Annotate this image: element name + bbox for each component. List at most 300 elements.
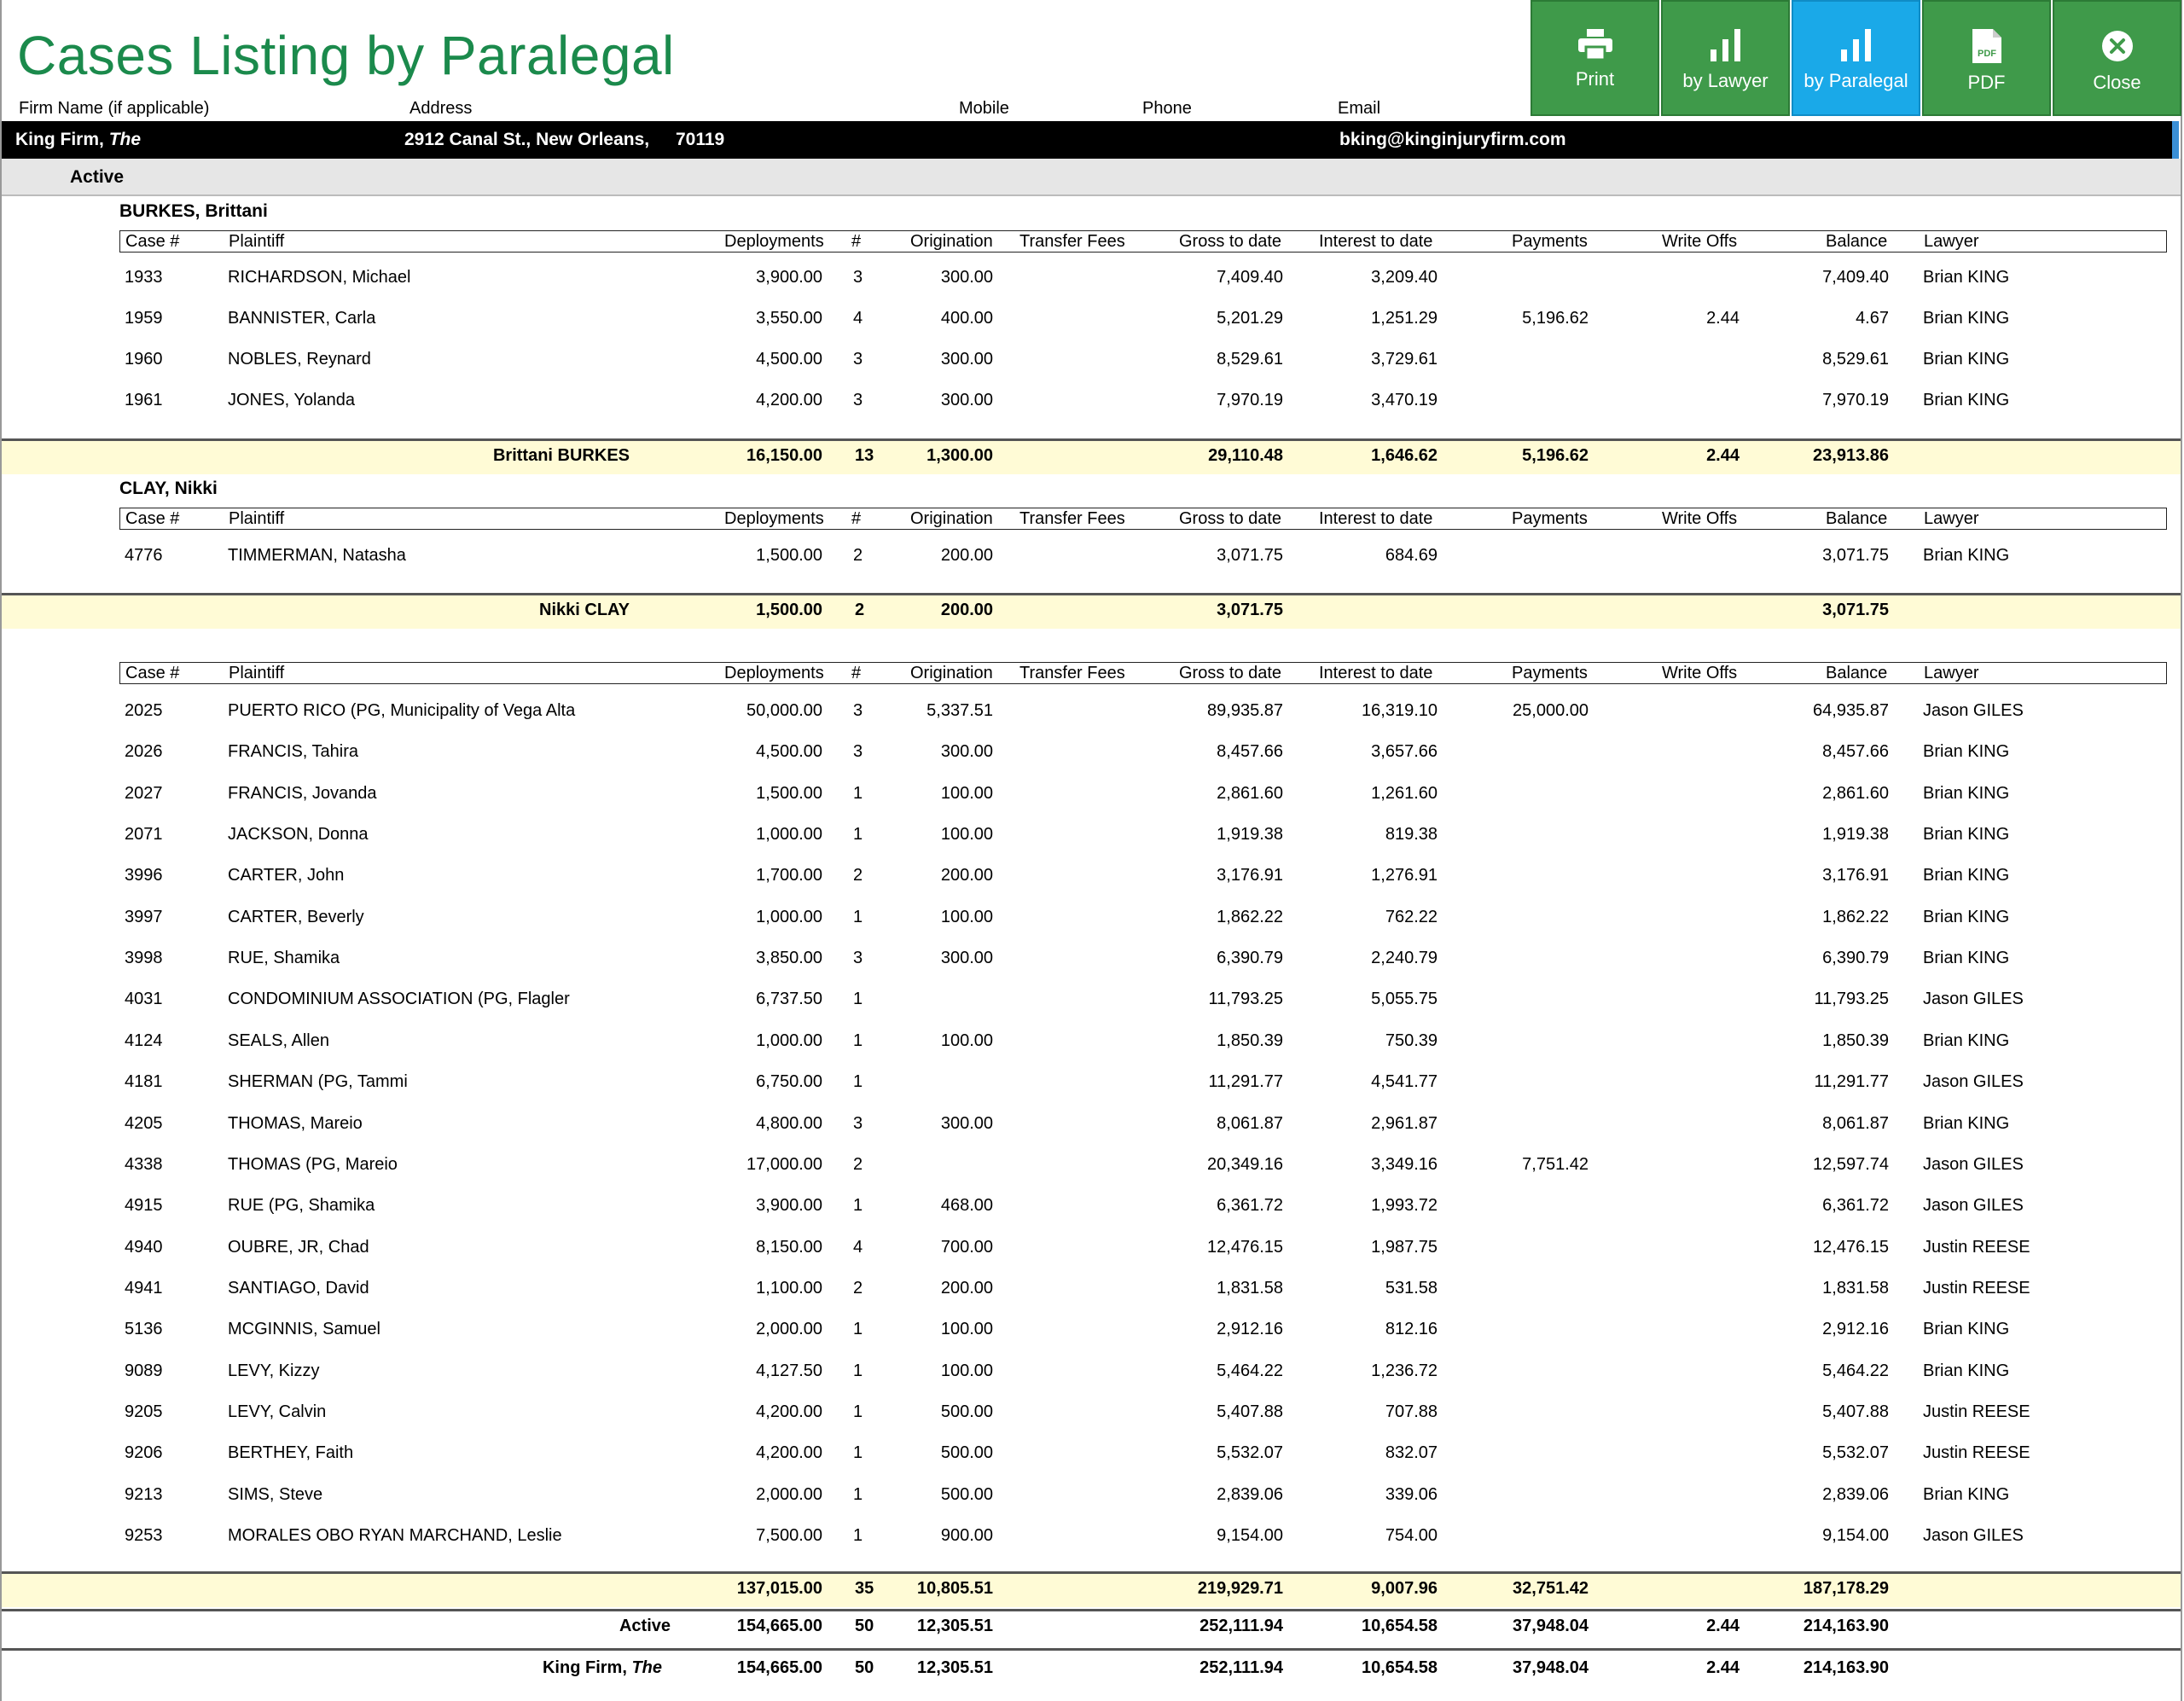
interest-value: 750.39 — [1385, 1030, 1438, 1050]
case-number: 3996 — [125, 866, 163, 885]
gross-value: 1,850.39 — [1217, 1030, 1283, 1050]
origination-value: 100.00 — [940, 1320, 993, 1339]
lawyer-name: Brian KING — [1923, 350, 2010, 369]
deployments-value: 6,750.00 — [756, 1072, 822, 1092]
case-number: 4915 — [125, 1196, 163, 1216]
table-row[interactable] — [0, 1072, 2181, 1106]
pdf-label: PDF — [1967, 72, 2006, 93]
subtotal-payments: 32,751.42 — [1513, 1579, 1589, 1598]
case-number: 9206 — [125, 1443, 163, 1463]
count-value: 1 — [853, 1361, 863, 1380]
table-row[interactable] — [0, 784, 2181, 818]
subtotal-count: 35 — [855, 1579, 874, 1598]
interest-value: 16,319.10 — [1362, 701, 1438, 720]
lawyer-name: Brian KING — [1923, 1361, 2010, 1380]
subtotal-balance: 23,913.86 — [1813, 446, 1889, 465]
deployments-value: 1,500.00 — [756, 546, 822, 565]
deployments-value: 6,737.50 — [756, 990, 822, 1009]
interest-value: 1,993.72 — [1371, 1196, 1438, 1216]
balance-value: 11,793.25 — [1814, 990, 1889, 1009]
column-header-deployments: Deployments — [724, 509, 824, 528]
lawyer-name: Brian KING — [1923, 1113, 2010, 1133]
deployments-value: 1,000.00 — [756, 907, 822, 926]
deployments-value: 1,700.00 — [756, 866, 822, 885]
mobile-label: Mobile — [959, 99, 1009, 118]
lawyer-name: Brian KING — [1923, 783, 2010, 803]
origination-value: 500.00 — [940, 1484, 993, 1504]
active-total-gross: 252,111.94 — [1199, 1617, 1283, 1635]
column-header-transfer: Transfer Fees — [1019, 664, 1125, 682]
gross-value: 5,464.22 — [1217, 1361, 1283, 1380]
origination-value: 300.00 — [940, 268, 993, 287]
gross-value: 8,457.66 — [1217, 742, 1283, 762]
case-number: 9213 — [125, 1484, 163, 1504]
payments-value: 7,751.42 — [1522, 1154, 1589, 1174]
table-row[interactable] — [0, 1526, 2181, 1560]
column-header-origination: Origination — [910, 664, 993, 682]
plaintiff-name: SEALS, Allen — [228, 1030, 329, 1050]
plaintiff-name: CARTER, Beverly — [228, 907, 364, 926]
count-value: 1 — [853, 1402, 863, 1421]
balance-value: 8,529.61 — [1822, 350, 1889, 369]
balance-value: 7,970.19 — [1822, 391, 1889, 409]
lawyer-name: Jason GILES — [1923, 1154, 2024, 1174]
origination-value: 200.00 — [940, 546, 993, 565]
firm-name: King Firm, The — [15, 130, 142, 149]
by-paralegal-label: by Paralegal — [1804, 70, 1908, 91]
column-header-plaintiff: Plaintiff — [229, 232, 285, 251]
address-label: Address — [410, 99, 473, 118]
lawyer-name: Jason GILES — [1923, 1526, 2024, 1545]
column-header-balance: Balance — [1826, 664, 1888, 682]
table-row[interactable] — [0, 701, 2181, 735]
column-header-lawyer: Lawyer — [1924, 232, 1979, 251]
plaintiff-name: TIMMERMAN, Natasha — [228, 546, 406, 565]
subtotal-gross: 3,071.75 — [1217, 601, 1283, 619]
print-label: Print — [1575, 68, 1615, 90]
balance-value: 8,457.66 — [1822, 742, 1889, 762]
firm-total-origination: 12,305.51 — [917, 1658, 993, 1677]
origination-value: 500.00 — [940, 1402, 993, 1421]
plaintiff-name: RICHARDSON, Michael — [228, 268, 411, 287]
plaintiff-name: CONDOMINIUM ASSOCIATION (PG, Flagler — [228, 990, 570, 1009]
balance-value: 2,912.16 — [1822, 1320, 1889, 1339]
table-row[interactable] — [0, 546, 2181, 580]
balance-value: 12,476.15 — [1813, 1237, 1889, 1257]
lawyer-name: Justin REESE — [1923, 1402, 2030, 1421]
active-total-count: 50 — [855, 1617, 874, 1635]
pdf-button[interactable] — [1922, 0, 2051, 116]
lawyer-name: Jason GILES — [1923, 1196, 2024, 1216]
column-header-plaintiff: Plaintiff — [229, 664, 285, 682]
interest-value: 707.88 — [1385, 1402, 1438, 1421]
column-header-origination: Origination — [910, 509, 993, 528]
gross-value: 12,476.15 — [1207, 1237, 1283, 1257]
printer-icon — [1578, 29, 1612, 60]
active-total-write-offs: 2.44 — [1706, 1617, 1740, 1635]
plaintiff-name: FRANCIS, Jovanda — [228, 783, 377, 803]
phone-label: Phone — [1142, 99, 1192, 118]
print-button[interactable] — [1531, 0, 1659, 116]
count-value: 1 — [853, 907, 863, 926]
table-row[interactable] — [0, 1443, 2181, 1477]
subtotal-row — [2, 438, 2181, 474]
firm-total-payments: 37,948.04 — [1513, 1658, 1589, 1677]
origination-value: 300.00 — [940, 350, 993, 369]
gross-value: 1,919.38 — [1217, 825, 1283, 845]
table-row[interactable] — [0, 268, 2181, 302]
column-header-interest: Interest to date — [1319, 232, 1433, 251]
deployments-value: 4,200.00 — [756, 391, 822, 409]
balance-value: 5,532.07 — [1822, 1443, 1889, 1463]
plaintiff-name: OUBRE, JR, Chad — [228, 1237, 369, 1257]
lawyer-name: Brian KING — [1923, 1030, 2010, 1050]
balance-value: 2,839.06 — [1822, 1484, 1889, 1504]
interest-value: 1,261.60 — [1371, 783, 1438, 803]
case-number: 4940 — [125, 1237, 163, 1257]
column-header-row — [119, 230, 2167, 253]
count-value: 1 — [853, 1072, 863, 1092]
active-total-origination: 12,305.51 — [917, 1617, 993, 1635]
deployments-value: 4,500.00 — [756, 350, 822, 369]
subtotal-label: Nikki CLAY — [539, 601, 630, 619]
paralegal-group-title: BURKES, Brittani — [119, 201, 268, 221]
interest-value: 3,470.19 — [1371, 391, 1438, 409]
column-header-interest: Interest to date — [1319, 509, 1433, 528]
lawyer-name: Brian KING — [1923, 949, 2010, 968]
status-label: Active — [70, 167, 125, 187]
balance-value: 1,919.38 — [1822, 825, 1889, 845]
plaintiff-name: THOMAS (PG, Mareio — [228, 1154, 398, 1174]
table-row[interactable] — [0, 1238, 2181, 1272]
column-header-deployments: Deployments — [724, 232, 824, 251]
column-header-plaintiff: Plaintiff — [229, 509, 285, 528]
table-row[interactable] — [0, 908, 2181, 942]
gross-value: 2,912.16 — [1217, 1320, 1283, 1339]
table-row[interactable] — [0, 391, 2181, 425]
deployments-value: 1,000.00 — [756, 825, 822, 845]
close-icon — [2100, 29, 2135, 63]
deployments-value: 4,200.00 — [756, 1402, 822, 1421]
page-title: Cases Listing by Paralegal — [17, 25, 675, 86]
close-button[interactable] — [2053, 0, 2181, 116]
count-value: 3 — [853, 268, 863, 287]
firm-address: 2912 Canal St., New Orleans, — [404, 130, 650, 149]
payments-value: 5,196.62 — [1522, 309, 1589, 328]
plaintiff-name: FRANCIS, Tahira — [228, 742, 359, 762]
origination-value: 400.00 — [940, 309, 993, 328]
lawyer-name: Brian KING — [1923, 825, 2010, 845]
column-header-payments: Payments — [1512, 509, 1588, 528]
count-value: 1 — [853, 825, 863, 845]
origination-value: 100.00 — [940, 1030, 993, 1050]
gross-value: 5,201.29 — [1217, 309, 1283, 328]
lawyer-name: Brian KING — [1923, 907, 2010, 926]
case-number: 5136 — [125, 1320, 163, 1339]
interest-value: 2,961.87 — [1371, 1113, 1438, 1133]
subtotal-gross: 219,929.71 — [1197, 1579, 1283, 1598]
case-number: 4776 — [125, 546, 163, 565]
table-row[interactable] — [0, 309, 2181, 343]
email-label: Email — [1338, 99, 1381, 118]
gross-value: 6,390.79 — [1217, 949, 1283, 968]
count-value: 1 — [853, 1443, 863, 1463]
table-row[interactable] — [0, 1031, 2181, 1065]
count-value: 4 — [853, 309, 863, 328]
svg-text:PDF: PDF — [1977, 49, 1996, 59]
deployments-value: 3,900.00 — [756, 268, 822, 287]
gross-value: 9,154.00 — [1217, 1526, 1283, 1545]
gross-value: 89,935.87 — [1207, 701, 1283, 720]
column-header-row — [119, 508, 2167, 530]
plaintiff-name: SIMS, Steve — [228, 1484, 323, 1504]
balance-value: 8,061.87 — [1822, 1113, 1889, 1133]
column-header-gross: Gross to date — [1179, 509, 1282, 528]
case-number: 3998 — [125, 949, 163, 968]
gross-value: 3,176.91 — [1217, 866, 1283, 885]
count-value: 1 — [853, 990, 863, 1009]
interest-value: 819.38 — [1385, 825, 1438, 845]
gross-value: 2,861.60 — [1217, 783, 1283, 803]
plaintiff-name: SANTIAGO, David — [228, 1278, 369, 1298]
active-total-balance: 214,163.90 — [1803, 1617, 1889, 1635]
column-header-writeoffs: Write Offs — [1662, 664, 1738, 682]
plaintiff-name: NOBLES, Reynard — [228, 350, 371, 369]
active-total-payments: 37,948.04 — [1513, 1617, 1589, 1635]
gross-value: 2,839.06 — [1217, 1484, 1283, 1504]
table-row[interactable] — [0, 1402, 2181, 1437]
balance-value: 11,291.77 — [1814, 1072, 1889, 1092]
interest-value: 3,729.61 — [1371, 350, 1438, 369]
plaintiff-name: LEVY, Kizzy — [228, 1361, 320, 1380]
by-paralegal-button[interactable] — [1792, 0, 1920, 116]
deployments-value: 3,850.00 — [756, 949, 822, 968]
table-row[interactable] — [0, 1320, 2181, 1354]
gross-value: 8,061.87 — [1217, 1113, 1283, 1133]
plaintiff-name: MORALES OBO RYAN MARCHAND, Leslie — [228, 1526, 562, 1545]
active-total-interest: 10,654.58 — [1362, 1617, 1438, 1635]
gross-value: 1,831.58 — [1217, 1278, 1283, 1298]
lawyer-name: Brian KING — [1923, 742, 2010, 762]
lawyer-name: Justin REESE — [1923, 1278, 2030, 1298]
table-row[interactable] — [0, 742, 2181, 776]
subtotal-origination: 200.00 — [940, 601, 993, 619]
gross-value: 8,529.61 — [1217, 350, 1283, 369]
gross-value: 20,349.16 — [1207, 1154, 1283, 1174]
firm-total-count: 50 — [855, 1658, 874, 1677]
lawyer-name: Justin REESE — [1923, 1443, 2030, 1463]
column-header-lawyer: Lawyer — [1924, 509, 1979, 528]
pdf-file-icon — [1972, 29, 2001, 63]
interest-value: 832.07 — [1385, 1443, 1438, 1463]
by-lawyer-button[interactable] — [1661, 0, 1790, 116]
column-header-writeoffs: Write Offs — [1662, 232, 1738, 251]
deployments-value: 7,500.00 — [756, 1526, 822, 1545]
lawyer-name: Brian KING — [1923, 309, 2010, 328]
column-header-balance: Balance — [1826, 232, 1888, 251]
table-row[interactable] — [0, 1361, 2181, 1396]
deployments-value: 3,550.00 — [756, 309, 822, 328]
table-row[interactable] — [0, 1114, 2181, 1148]
lawyer-name: Jason GILES — [1923, 1072, 2024, 1092]
plaintiff-name: RUE (PG, Shamika — [228, 1196, 375, 1216]
balance-value: 12,597.74 — [1813, 1154, 1889, 1174]
table-row[interactable] — [0, 990, 2181, 1024]
plaintiff-name: BERTHEY, Faith — [228, 1443, 354, 1463]
column-header-payments: Payments — [1512, 664, 1588, 682]
subtotal-count: 13 — [855, 446, 874, 465]
table-row[interactable] — [0, 866, 2181, 900]
payments-value: 25,000.00 — [1513, 701, 1589, 720]
case-number: 2025 — [125, 701, 163, 720]
count-value: 3 — [853, 350, 863, 369]
column-header-origination: Origination — [910, 232, 993, 251]
balance-value: 3,071.75 — [1822, 546, 1889, 565]
origination-value: 100.00 — [940, 1361, 993, 1380]
origination-value: 5,337.51 — [926, 701, 993, 720]
count-value: 3 — [853, 701, 863, 720]
subtotal-balance: 187,178.29 — [1803, 1579, 1889, 1598]
balance-value: 1,831.58 — [1822, 1278, 1889, 1298]
column-header-deployments: Deployments — [724, 664, 824, 682]
case-number: 2071 — [125, 825, 163, 845]
gross-value: 3,071.75 — [1217, 546, 1283, 565]
firm-total-row — [2, 1648, 2181, 1696]
case-number: 1960 — [125, 350, 163, 369]
firm-zip: 70119 — [676, 130, 725, 149]
close-label: Close — [2093, 72, 2141, 93]
subtotal-interest: 9,007.96 — [1371, 1579, 1438, 1598]
column-header-writeoffs: Write Offs — [1662, 509, 1738, 528]
deployments-value: 4,127.50 — [756, 1361, 822, 1380]
table-row[interactable] — [0, 825, 2181, 859]
interest-value: 1,987.75 — [1371, 1237, 1438, 1257]
lawyer-name: Jason GILES — [1923, 701, 2024, 720]
table-row[interactable] — [0, 1279, 2181, 1313]
gross-value: 5,532.07 — [1217, 1443, 1283, 1463]
plaintiff-name: RUE, Shamika — [228, 949, 340, 968]
origination-value: 200.00 — [940, 1278, 993, 1298]
subtotal-deployments: 1,500.00 — [756, 601, 822, 619]
case-number: 4941 — [125, 1278, 163, 1298]
subtotal-origination: 10,805.51 — [917, 1579, 993, 1598]
paralegal-group-title: CLAY, Nikki — [119, 479, 218, 498]
gross-value: 7,970.19 — [1217, 391, 1283, 409]
interest-value: 1,276.91 — [1371, 866, 1438, 885]
subtotal-origination: 1,300.00 — [926, 446, 993, 465]
case-number: 9089 — [125, 1361, 163, 1380]
plaintiff-name: JACKSON, Donna — [228, 825, 369, 845]
deployments-value: 17,000.00 — [746, 1154, 822, 1174]
table-row[interactable] — [0, 1196, 2181, 1230]
lawyer-name: Justin REESE — [1923, 1237, 2030, 1257]
case-number: 4031 — [125, 990, 163, 1009]
origination-value: 200.00 — [940, 866, 993, 885]
subtotal-deployments: 137,015.00 — [736, 1579, 822, 1598]
interest-value: 762.22 — [1385, 907, 1438, 926]
case-number: 2027 — [125, 783, 163, 803]
interest-value: 684.69 — [1385, 546, 1438, 565]
plaintiff-name: LEVY, Calvin — [228, 1402, 327, 1421]
lawyer-name: Brian KING — [1923, 391, 2010, 409]
table-row[interactable] — [0, 949, 2181, 983]
column-header-case: Case # — [125, 232, 180, 251]
lawyer-name: Brian KING — [1923, 1320, 2010, 1339]
subtotal-gross: 29,110.48 — [1208, 446, 1283, 465]
origination-value: 500.00 — [940, 1443, 993, 1463]
interest-value: 1,236.72 — [1371, 1361, 1438, 1380]
count-value: 1 — [853, 1526, 863, 1545]
table-row[interactable] — [0, 350, 2181, 384]
column-header-case: Case # — [125, 664, 180, 682]
column-header-row — [119, 662, 2167, 684]
origination-value: 100.00 — [940, 783, 993, 803]
interest-value: 2,240.79 — [1371, 949, 1438, 968]
plaintiff-name: CARTER, John — [228, 866, 345, 885]
column-header-case: Case # — [125, 509, 180, 528]
origination-value: 900.00 — [940, 1526, 993, 1545]
balance-value: 5,407.88 — [1822, 1402, 1889, 1421]
interest-value: 3,657.66 — [1371, 742, 1438, 762]
gross-value: 7,409.40 — [1217, 268, 1283, 287]
count-value: 3 — [853, 391, 863, 409]
interest-value: 1,251.29 — [1371, 309, 1438, 328]
write-offs-value: 2.44 — [1706, 309, 1740, 328]
balance-value: 6,361.72 — [1822, 1196, 1889, 1216]
firm-total-interest: 10,654.58 — [1362, 1658, 1438, 1677]
column-header-interest: Interest to date — [1319, 664, 1433, 682]
subtotal-row — [2, 1571, 2181, 1607]
origination-value: 100.00 — [940, 825, 993, 845]
column-header-lawyer: Lawyer — [1924, 664, 1979, 682]
interest-value: 3,209.40 — [1371, 268, 1438, 287]
plaintiff-name: BANNISTER, Carla — [228, 309, 376, 328]
lawyer-name: Brian KING — [1923, 546, 2010, 565]
deployments-value: 3,900.00 — [756, 1196, 822, 1216]
interest-value: 4,541.77 — [1371, 1072, 1438, 1092]
subtotal-payments: 5,196.62 — [1522, 446, 1589, 465]
deployments-value: 1,500.00 — [756, 783, 822, 803]
column-header-balance: Balance — [1826, 509, 1888, 528]
count-value: 3 — [853, 742, 863, 762]
firm-info-bar — [2, 121, 2179, 159]
case-number: 2026 — [125, 742, 163, 762]
balance-value: 5,464.22 — [1822, 1361, 1889, 1380]
deployments-value: 8,150.00 — [756, 1237, 822, 1257]
subtotal-count: 2 — [855, 601, 865, 619]
interest-value: 5,055.75 — [1371, 990, 1438, 1009]
case-number: 4205 — [125, 1113, 163, 1133]
balance-value: 2,861.60 — [1822, 783, 1889, 803]
deployments-value: 4,500.00 — [756, 742, 822, 762]
case-number: 1959 — [125, 309, 163, 328]
active-total-label: Active — [619, 1617, 671, 1635]
origination-value: 700.00 — [940, 1237, 993, 1257]
subtotal-deployments: 16,150.00 — [746, 446, 822, 465]
case-number: 4338 — [125, 1154, 163, 1174]
table-row[interactable] — [0, 1485, 2181, 1519]
deployments-value: 4,200.00 — [756, 1443, 822, 1463]
table-row[interactable] — [0, 1155, 2181, 1189]
active-total-deployments: 154,665.00 — [736, 1617, 822, 1635]
gross-value: 1,862.22 — [1217, 907, 1283, 926]
report-toolbar — [1531, 0, 2183, 118]
lawyer-name: Brian KING — [1923, 866, 2010, 885]
column-header-payments: Payments — [1512, 232, 1588, 251]
origination-value: 300.00 — [940, 391, 993, 409]
interest-value: 754.00 — [1385, 1526, 1438, 1545]
firm-total-gross: 252,111.94 — [1199, 1658, 1283, 1677]
